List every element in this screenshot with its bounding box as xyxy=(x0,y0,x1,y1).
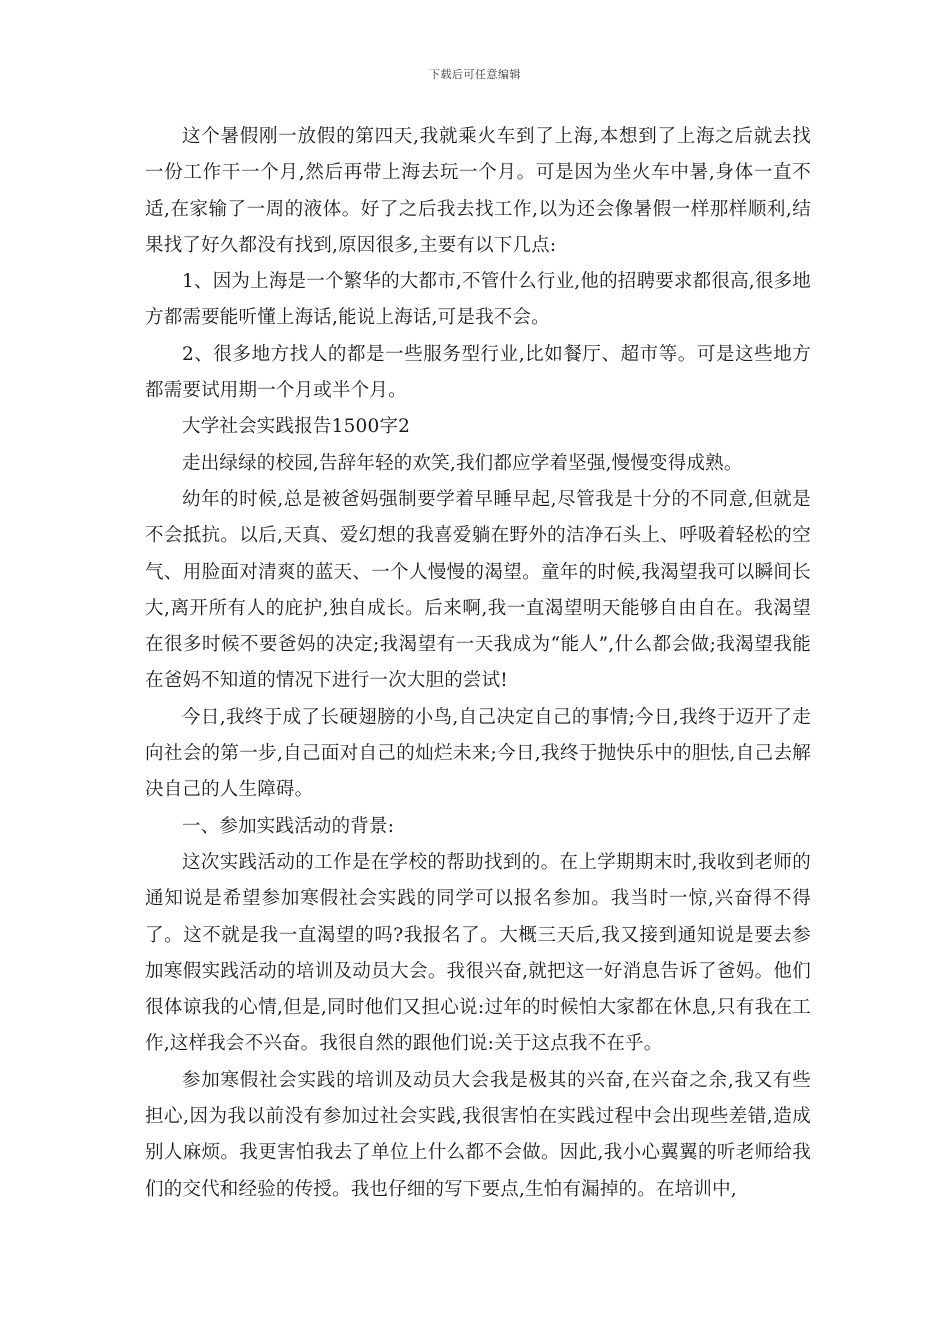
paragraph-training: 参加寒假社会实践的培训及动员大会我是极其的兴奋,在兴奋之余,我又有些担心,因为我以前没有参加过社会实践,我很害怕在实践过程中会出现些差错,造成别人麻烦。我更害怕我去了单位上什么都不会做。因此,我小心翼翼的听老师给我们的交代和经验的传授。我也仔细的写下要点,生怕有漏掉的。在培训中, xyxy=(145,1069,811,1200)
section-heading: 大学社会实践报告1500字2 xyxy=(182,416,411,438)
paragraph-opening: 走出绿绿的校园,告辞年轻的欢笑,我们都应学着坚强,慢慢变得成熟。 xyxy=(182,452,743,474)
subsection-heading-background: 一、参加实践活动的背景: xyxy=(182,815,395,837)
paragraph-point-1: 1、因为上海是一个繁华的大都市,不管什么行业,他的招聘要求都很高,很多地方都需要能听懂上海话,能说上海话,可是我不会。 xyxy=(145,271,811,329)
paragraph-childhood: 幼年的时候,总是被爸妈强制要学着早睡早起,尽管我是十分的不同意,但就是不会抵抗。以后,天真、爱幻想的我喜爱躺在野外的洁净石头上、呼吸着轻松的空气、用脸面对清爽的蓝天、一个人慢慢的渴望。童年的时候,我渴望我可以瞬间长大,离开所有人的庇护,独自成长。后来啊,我一直渴望明天能够自由自在。我渴望在很多时候不要爸妈的决定;我渴望有一天我成为“能人”,什么都会做;我渴望我能在爸妈不知道的情况下进行一次大胆的尝试! xyxy=(145,488,811,692)
paragraph-point-2: 2、很多地方找人的都是一些服务型行业,比如餐厅、超市等。可是这些地方都需要试用期一个月或半个月。 xyxy=(145,343,811,402)
page-header: 下载后可任意编辑 xyxy=(429,68,521,81)
paragraph-intro: 这个暑假刚一放假的第四天,我就乘火车到了上海,本想到了上海之后就去找一份工作干一个月,然后再带上海去玩一个月。可是因为坐火车中暑,身体一直不适,在家输了一周的液体。好了之后我去找工作,以为还会像暑假一样那样顺利,结果找了好久都没有找到,原因很多,主要有以下几点: xyxy=(145,126,811,256)
paragraph-background: 这次实践活动的工作是在学校的帮助找到的。在上学期期末时,我收到老师的通知说是希望参加寒假社会实践的同学可以报名参加。我当时一惊,兴奋得不得了。这不就是我一直渴望的吗?我报名了。大概三天后,我又接到通知说是要去参加寒假实践活动的培训及动员大会。我很兴奋,就把这一好消息告诉了爸妈。他们很体谅我的心情,但是,同时他们又担心说:过年的时候怕大家都在休息,只有我在工作,这样我会不兴奋。我很自然的跟他们说:关于这点我不在乎。 xyxy=(145,851,811,1055)
paragraph-today: 今日,我终于成了长硬翅膀的小鸟,自己决定自己的事情;今日,我终于迈开了走向社会的第一步,自己面对自己的灿烂未来;今日,我终于抛快乐中的胆怯,自己去解决自己的人生障碍。 xyxy=(145,706,811,801)
document-body xyxy=(145,119,811,1208)
